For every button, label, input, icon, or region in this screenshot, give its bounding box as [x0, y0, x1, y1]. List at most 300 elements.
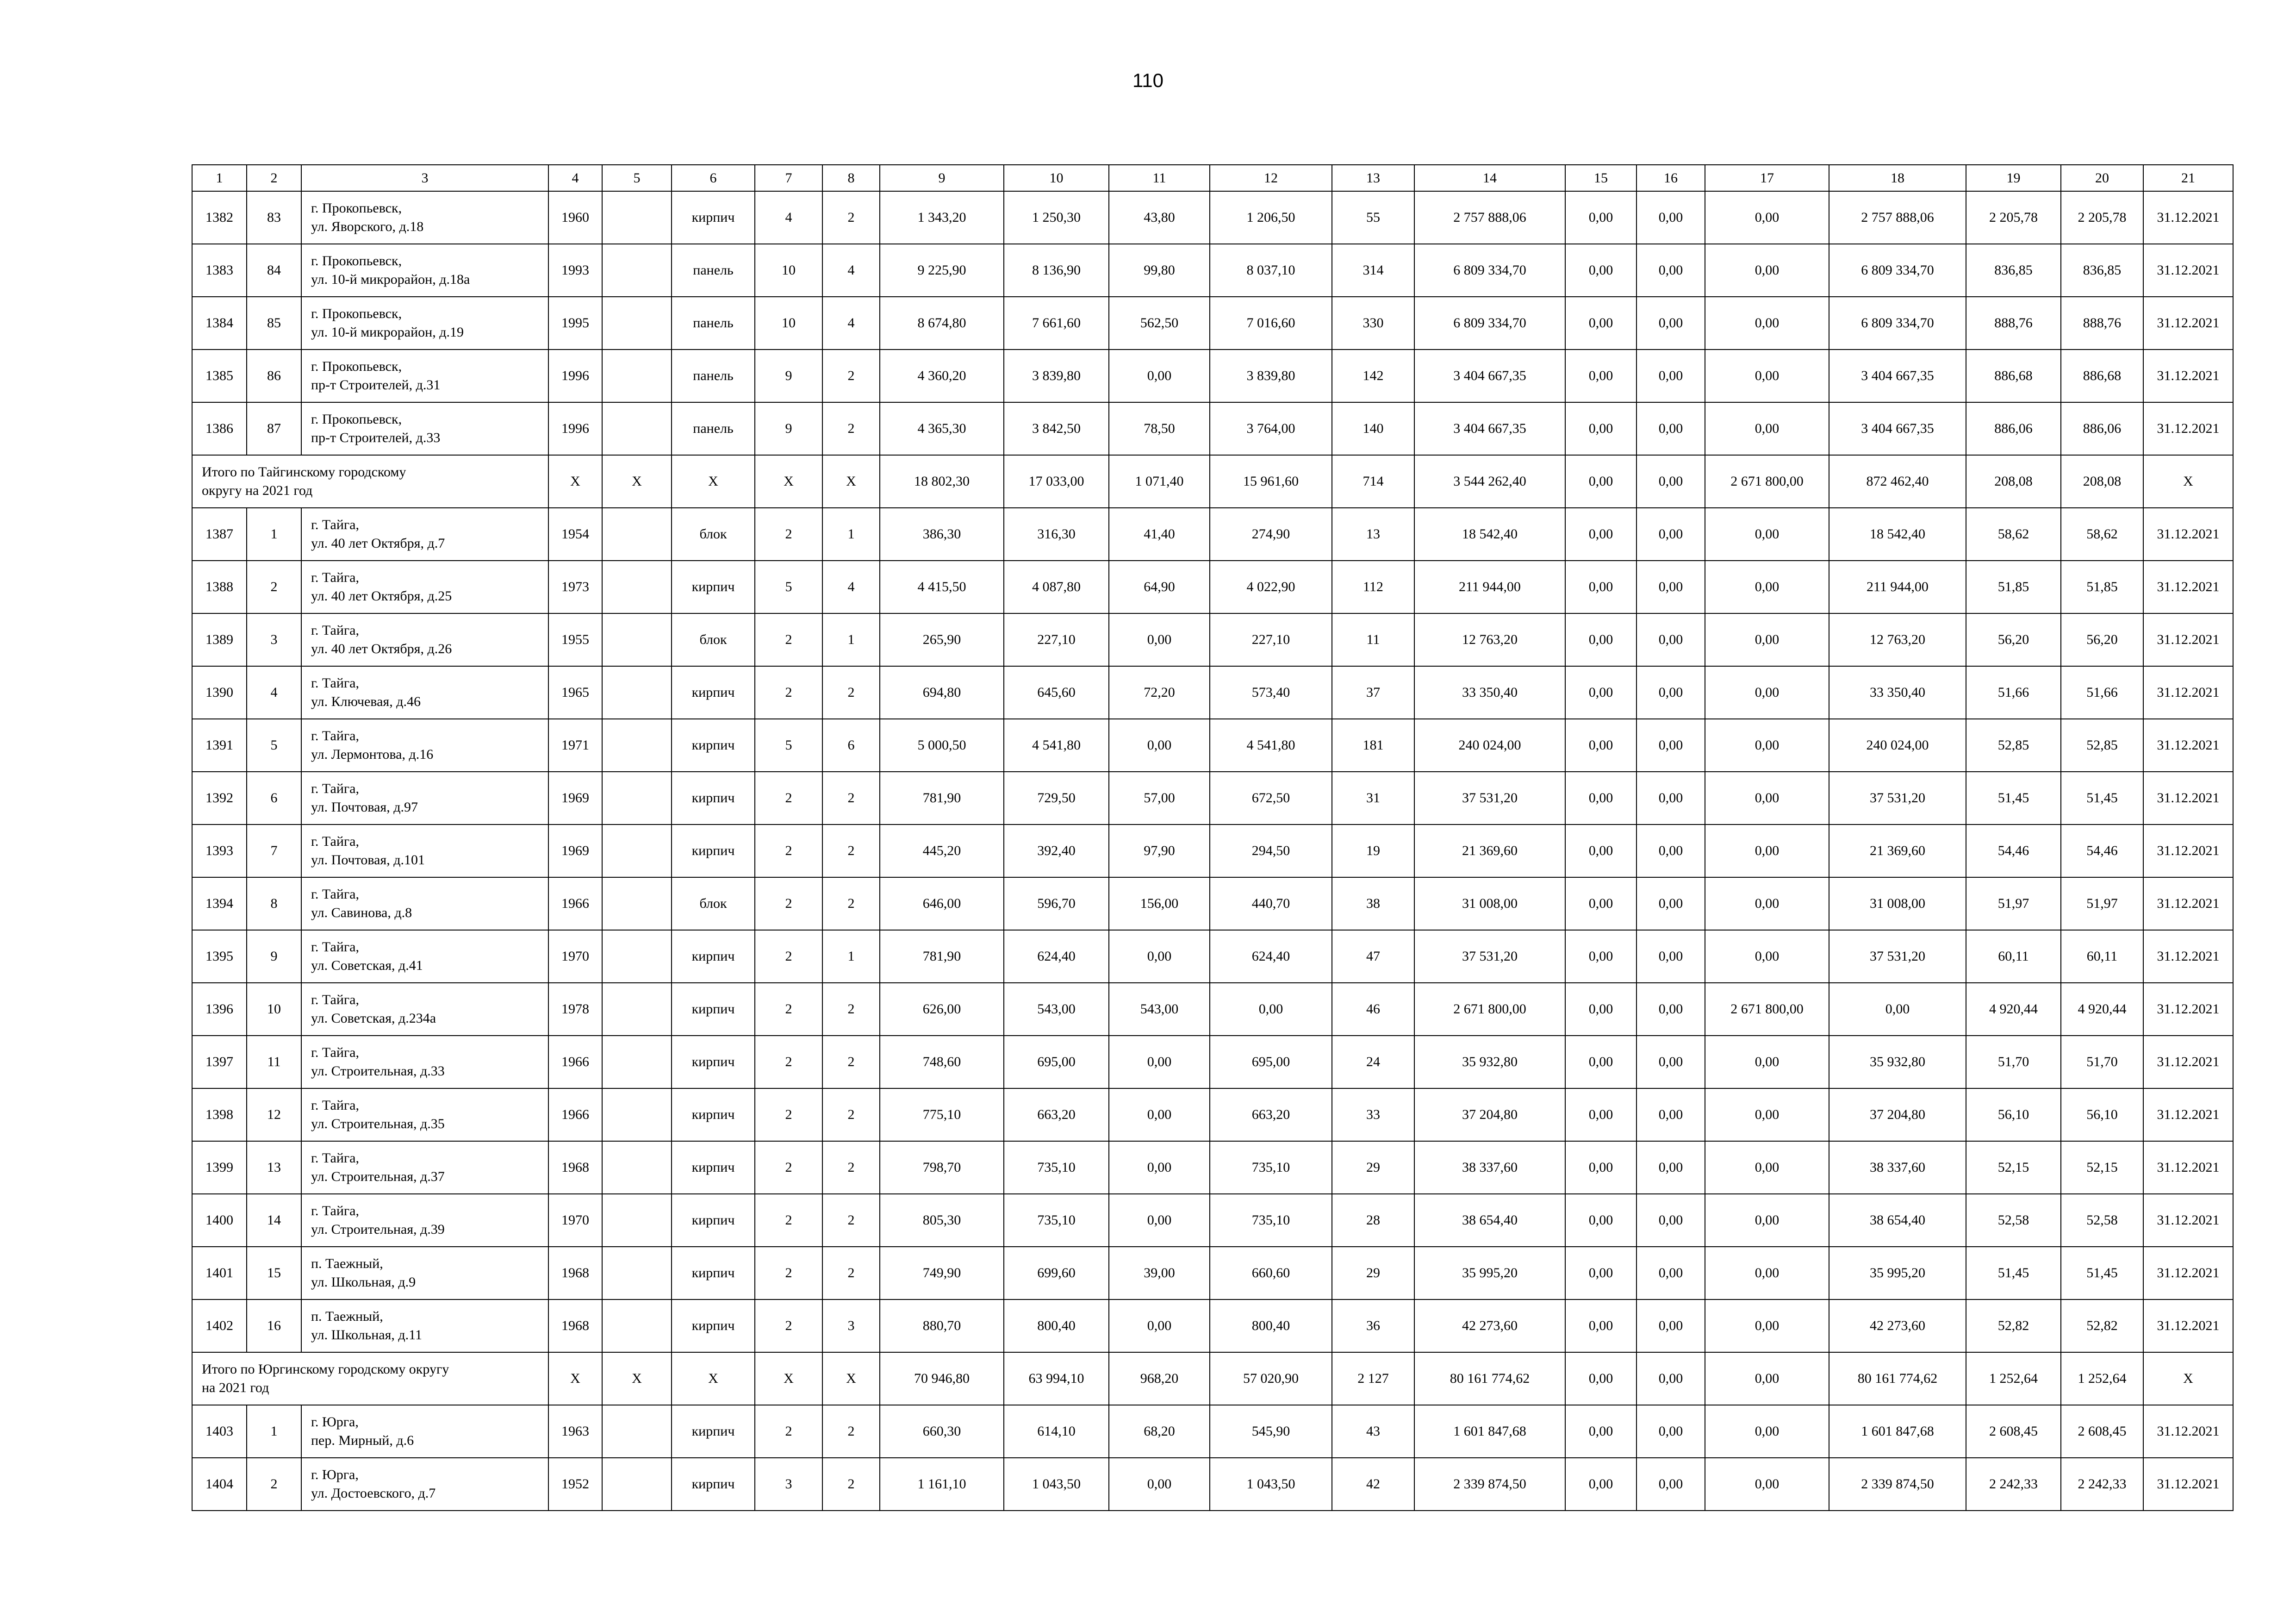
total-cost: 37 204,80: [1414, 1088, 1565, 1141]
address-locality: г. Тайга,: [311, 992, 359, 1007]
funds-local: 0,00: [1705, 613, 1829, 666]
completion-date: X: [2143, 455, 2233, 508]
wall-material: кирпич: [672, 719, 755, 772]
area-residential: 4 541,80: [1210, 719, 1332, 772]
funds-regional: 0,00: [1636, 1458, 1705, 1511]
year-built: 1963: [548, 1405, 602, 1458]
funds-regional: 0,00: [1636, 244, 1705, 297]
completion-date: 31.12.2021: [2143, 824, 2233, 877]
funds-fund: 0,00: [1565, 1352, 1636, 1405]
unit-cost: 54,46: [1966, 824, 2061, 877]
year-commissioned: [602, 561, 672, 613]
unit-cost: 836,85: [1966, 244, 2061, 297]
max-unit-cost: 836,85: [2061, 244, 2143, 297]
total-cost: 2 671 800,00: [1414, 983, 1565, 1036]
unit-cost: 2 608,45: [1966, 1405, 2061, 1458]
row-number: 1393: [192, 824, 247, 877]
entrances: 2: [822, 772, 880, 824]
year-built: 1971: [548, 719, 602, 772]
completion-date: 31.12.2021: [2143, 1405, 2233, 1458]
address-cell: [301, 719, 548, 772]
funds-regional: 0,00: [1636, 455, 1705, 508]
table-row: [192, 561, 2233, 613]
address-cell: [301, 297, 548, 350]
total-area: 748,60: [880, 1036, 1004, 1088]
column-header-12: 12: [1210, 165, 1332, 191]
max-unit-cost: 2 242,33: [2061, 1458, 2143, 1511]
year-commissioned: [602, 719, 672, 772]
row-sub-number: 2: [247, 561, 301, 613]
floors: 2: [755, 930, 822, 983]
row-number: 1386: [192, 402, 247, 455]
floors: 5: [755, 561, 822, 613]
year-built: 1969: [548, 824, 602, 877]
row-sub-number: 2: [247, 1458, 301, 1511]
entrances: 2: [822, 983, 880, 1036]
total-area: 18 802,30: [880, 455, 1004, 508]
entrances: 2: [822, 1088, 880, 1141]
table-row: [192, 1194, 2233, 1247]
residents: 46: [1332, 983, 1414, 1036]
year-commissioned: [602, 1036, 672, 1088]
funds-fund: 0,00: [1565, 1036, 1636, 1088]
row-sub-number: 4: [247, 666, 301, 719]
floors: 2: [755, 1405, 822, 1458]
row-sub-number: 1: [247, 1405, 301, 1458]
completion-date: 31.12.2021: [2143, 1141, 2233, 1194]
funds-fund: 0,00: [1565, 1458, 1636, 1511]
entrances: 1: [822, 930, 880, 983]
entrances: 4: [822, 297, 880, 350]
total-cost: 35 995,20: [1414, 1247, 1565, 1299]
area-premises: 699,60: [1004, 1247, 1109, 1299]
floors: X: [755, 1352, 822, 1405]
max-unit-cost: 56,10: [2061, 1088, 2143, 1141]
entrances: 2: [822, 350, 880, 402]
address-street: ул. Советская, д.41: [311, 958, 423, 973]
address-cell: [301, 1194, 548, 1247]
row-number: 1395: [192, 930, 247, 983]
total-area: 9 225,90: [880, 244, 1004, 297]
address-cell: [301, 877, 548, 930]
table-row: [192, 1299, 2233, 1352]
address-cell: [301, 508, 548, 561]
year-built: 1996: [548, 402, 602, 455]
total-area: 626,00: [880, 983, 1004, 1036]
unit-cost: 886,68: [1966, 350, 2061, 402]
wall-material: блок: [672, 613, 755, 666]
completion-date: 31.12.2021: [2143, 772, 2233, 824]
column-header-1: 1: [192, 165, 247, 191]
entrances: 2: [822, 1194, 880, 1247]
entrances: 2: [822, 1458, 880, 1511]
row-sub-number: 7: [247, 824, 301, 877]
address-locality: г. Тайга,: [311, 939, 359, 955]
row-sub-number: 1: [247, 508, 301, 561]
row-number: 1404: [192, 1458, 247, 1511]
address-street: пер. Мирный, д.6: [311, 1433, 414, 1448]
address-cell: [301, 1088, 548, 1141]
completion-date: 31.12.2021: [2143, 1036, 2233, 1088]
funds-fund: 0,00: [1565, 824, 1636, 877]
address-street: ул. 10-й микрорайон, д.18а: [311, 272, 470, 287]
funds-fund: 0,00: [1565, 561, 1636, 613]
address-street: ул. 10-й микрорайон, д.19: [311, 325, 464, 340]
funds-regional: 0,00: [1636, 772, 1705, 824]
column-header-17: 17: [1705, 165, 1829, 191]
funds-local: 0,00: [1705, 1299, 1829, 1352]
address-street: ул. Строительная, д.35: [311, 1116, 445, 1131]
total-cost: 31 008,00: [1414, 877, 1565, 930]
row-sub-number: 8: [247, 877, 301, 930]
funds-local: 0,00: [1705, 1458, 1829, 1511]
total-cost: 21 369,60: [1414, 824, 1565, 877]
funds-local: 0,00: [1705, 191, 1829, 244]
unit-cost: 208,08: [1966, 455, 2061, 508]
funds-owners: 80 161 774,62: [1829, 1352, 1966, 1405]
total-area: 798,70: [880, 1141, 1004, 1194]
funds-fund: 0,00: [1565, 666, 1636, 719]
max-unit-cost: 52,85: [2061, 719, 2143, 772]
residents: 714: [1332, 455, 1414, 508]
wall-material: блок: [672, 508, 755, 561]
subtotal-label-line-2: округу на 2021 год: [202, 483, 313, 498]
area-residential: 545,90: [1210, 1405, 1332, 1458]
area-premises: 1 250,30: [1004, 191, 1109, 244]
area-residential: 294,50: [1210, 824, 1332, 877]
completion-date: 31.12.2021: [2143, 1299, 2233, 1352]
unit-cost: 888,76: [1966, 297, 2061, 350]
max-unit-cost: 51,45: [2061, 1247, 2143, 1299]
entrances: 2: [822, 1141, 880, 1194]
funds-regional: 0,00: [1636, 1247, 1705, 1299]
area-non-residential: 72,20: [1109, 666, 1210, 719]
area-non-residential: 543,00: [1109, 983, 1210, 1036]
completion-date: 31.12.2021: [2143, 666, 2233, 719]
funds-regional: 0,00: [1636, 350, 1705, 402]
area-non-residential: 68,20: [1109, 1405, 1210, 1458]
funds-owners: 21 369,60: [1829, 824, 1966, 877]
wall-material: кирпич: [672, 666, 755, 719]
row-sub-number: 87: [247, 402, 301, 455]
residents: 314: [1332, 244, 1414, 297]
funds-local: 0,00: [1705, 244, 1829, 297]
max-unit-cost: 2 608,45: [2061, 1405, 2143, 1458]
funds-regional: 0,00: [1636, 613, 1705, 666]
total-area: 880,70: [880, 1299, 1004, 1352]
column-header-8: 8: [822, 165, 880, 191]
area-residential: 624,40: [1210, 930, 1332, 983]
floors: 3: [755, 1458, 822, 1511]
max-unit-cost: 51,70: [2061, 1036, 2143, 1088]
residents: 33: [1332, 1088, 1414, 1141]
address-locality: г. Тайга,: [311, 675, 359, 691]
address-street: ул. Школьная, д.11: [311, 1327, 423, 1343]
year-built: 1993: [548, 244, 602, 297]
row-number: 1400: [192, 1194, 247, 1247]
total-cost: 37 531,20: [1414, 930, 1565, 983]
row-number: 1392: [192, 772, 247, 824]
address-street: ул. Яворского, д.18: [311, 219, 424, 234]
total-area: 805,30: [880, 1194, 1004, 1247]
year-built: 1954: [548, 508, 602, 561]
total-cost: 42 273,60: [1414, 1299, 1565, 1352]
unit-cost: 56,10: [1966, 1088, 2061, 1141]
completion-date: 31.12.2021: [2143, 1458, 2233, 1511]
area-premises: 4 087,80: [1004, 561, 1109, 613]
column-header-9: 9: [880, 165, 1004, 191]
address-street: ул. 40 лет Октября, д.7: [311, 536, 445, 551]
address-cell: [301, 191, 548, 244]
area-non-residential: 968,20: [1109, 1352, 1210, 1405]
unit-cost: 52,82: [1966, 1299, 2061, 1352]
area-non-residential: 0,00: [1109, 1088, 1210, 1141]
area-premises: 8 136,90: [1004, 244, 1109, 297]
column-header-3: 3: [301, 165, 548, 191]
total-cost: 211 944,00: [1414, 561, 1565, 613]
table-row: [192, 1405, 2233, 1458]
table-row: [192, 297, 2233, 350]
residents: 29: [1332, 1141, 1414, 1194]
residents: 112: [1332, 561, 1414, 613]
funds-fund: 0,00: [1565, 772, 1636, 824]
address-locality: г. Тайга,: [311, 570, 359, 585]
area-premises: 3 842,50: [1004, 402, 1109, 455]
funds-owners: 35 995,20: [1829, 1247, 1966, 1299]
completion-date: 31.12.2021: [2143, 930, 2233, 983]
max-unit-cost: 52,82: [2061, 1299, 2143, 1352]
total-cost: 38 654,40: [1414, 1194, 1565, 1247]
total-area: 445,20: [880, 824, 1004, 877]
total-cost: 3 544 262,40: [1414, 455, 1565, 508]
funds-regional: 0,00: [1636, 191, 1705, 244]
funds-owners: 31 008,00: [1829, 877, 1966, 930]
floors: 2: [755, 1088, 822, 1141]
address-locality: г. Прокопьевск,: [311, 306, 402, 321]
max-unit-cost: 51,66: [2061, 666, 2143, 719]
address-cell: [301, 824, 548, 877]
max-unit-cost: 51,85: [2061, 561, 2143, 613]
area-non-residential: 0,00: [1109, 1458, 1210, 1511]
unit-cost: 2 242,33: [1966, 1458, 2061, 1511]
residents: 24: [1332, 1036, 1414, 1088]
row-number: 1397: [192, 1036, 247, 1088]
wall-material: панель: [672, 350, 755, 402]
floors: 4: [755, 191, 822, 244]
funds-owners: 38 654,40: [1829, 1194, 1966, 1247]
year-commissioned: [602, 1247, 672, 1299]
wall-material: кирпич: [672, 772, 755, 824]
row-sub-number: 6: [247, 772, 301, 824]
completion-date: 31.12.2021: [2143, 297, 2233, 350]
area-premises: 624,40: [1004, 930, 1109, 983]
total-area: 4 360,20: [880, 350, 1004, 402]
entrances: 6: [822, 719, 880, 772]
year-commissioned: [602, 1141, 672, 1194]
table-row: [192, 402, 2233, 455]
completion-date: 31.12.2021: [2143, 1088, 2233, 1141]
subtotal-label-line-1: Итого по Тайгинскому городскому: [202, 464, 406, 480]
completion-date: 31.12.2021: [2143, 1194, 2233, 1247]
unit-cost: 58,62: [1966, 508, 2061, 561]
table-row: [192, 613, 2233, 666]
total-cost: 18 542,40: [1414, 508, 1565, 561]
funds-owners: 18 542,40: [1829, 508, 1966, 561]
funds-regional: 0,00: [1636, 719, 1705, 772]
entrances: 2: [822, 877, 880, 930]
row-sub-number: 15: [247, 1247, 301, 1299]
address-street: ул. 40 лет Октября, д.25: [311, 588, 452, 604]
funds-local: 0,00: [1705, 1088, 1829, 1141]
funds-owners: 872 462,40: [1829, 455, 1966, 508]
floors: 10: [755, 297, 822, 350]
area-residential: 3 839,80: [1210, 350, 1332, 402]
column-header-13: 13: [1332, 165, 1414, 191]
row-sub-number: 5: [247, 719, 301, 772]
floors: 2: [755, 1194, 822, 1247]
address-street: ул. Достоевского, д.7: [311, 1486, 436, 1501]
column-header-7: 7: [755, 165, 822, 191]
funds-owners: 37 204,80: [1829, 1088, 1966, 1141]
row-number: 1396: [192, 983, 247, 1036]
row-number: 1403: [192, 1405, 247, 1458]
max-unit-cost: 888,76: [2061, 297, 2143, 350]
year-commissioned: [602, 1088, 672, 1141]
address-cell: [301, 930, 548, 983]
column-header-14: 14: [1414, 165, 1565, 191]
address-locality: г. Юрга,: [311, 1467, 359, 1482]
entrances: 2: [822, 1247, 880, 1299]
address-locality: г. Прокопьевск,: [311, 412, 402, 427]
area-non-residential: 156,00: [1109, 877, 1210, 930]
wall-material: кирпич: [672, 1247, 755, 1299]
row-sub-number: 12: [247, 1088, 301, 1141]
funds-regional: 0,00: [1636, 666, 1705, 719]
total-cost: 80 161 774,62: [1414, 1352, 1565, 1405]
funds-local: 0,00: [1705, 1405, 1829, 1458]
entrances: 3: [822, 1299, 880, 1352]
area-residential: 735,10: [1210, 1194, 1332, 1247]
row-sub-number: 13: [247, 1141, 301, 1194]
residents: 43: [1332, 1405, 1414, 1458]
area-residential: 695,00: [1210, 1036, 1332, 1088]
funds-local: 0,00: [1705, 719, 1829, 772]
total-cost: 12 763,20: [1414, 613, 1565, 666]
area-residential: 1 206,50: [1210, 191, 1332, 244]
year-commissioned: [602, 613, 672, 666]
column-header-15: 15: [1565, 165, 1636, 191]
total-area: 694,80: [880, 666, 1004, 719]
residents: 13: [1332, 508, 1414, 561]
year-commissioned: [602, 191, 672, 244]
funds-owners: 37 531,20: [1829, 772, 1966, 824]
completion-date: 31.12.2021: [2143, 191, 2233, 244]
table-row: [192, 1141, 2233, 1194]
wall-material: кирпич: [672, 824, 755, 877]
row-sub-number: 86: [247, 350, 301, 402]
total-area: 4 365,30: [880, 402, 1004, 455]
entrances: 2: [822, 191, 880, 244]
funds-local: 0,00: [1705, 1141, 1829, 1194]
column-header-18: 18: [1829, 165, 1966, 191]
entrances: 4: [822, 244, 880, 297]
area-residential: 4 022,90: [1210, 561, 1332, 613]
unit-cost: 2 205,78: [1966, 191, 2061, 244]
area-residential: 735,10: [1210, 1141, 1332, 1194]
residents: 42: [1332, 1458, 1414, 1511]
total-cost: 240 024,00: [1414, 719, 1565, 772]
funds-fund: 0,00: [1565, 191, 1636, 244]
area-non-residential: 1 071,40: [1109, 455, 1210, 508]
address-street: ул. 40 лет Октября, д.26: [311, 641, 452, 656]
unit-cost: 52,15: [1966, 1141, 2061, 1194]
column-header-19: 19: [1966, 165, 2061, 191]
area-premises: 227,10: [1004, 613, 1109, 666]
funds-fund: 0,00: [1565, 1088, 1636, 1141]
floors: 2: [755, 824, 822, 877]
entrances: 2: [822, 1036, 880, 1088]
subtotal-label-line-1: Итого по Юргинскому городскому округу: [202, 1362, 449, 1377]
address-cell: [301, 402, 548, 455]
wall-material: кирпич: [672, 930, 755, 983]
unit-cost: 51,70: [1966, 1036, 2061, 1088]
total-cost: 37 531,20: [1414, 772, 1565, 824]
funds-local: 0,00: [1705, 1247, 1829, 1299]
address-cell: [301, 1036, 548, 1088]
row-number: 1391: [192, 719, 247, 772]
funds-local: 2 671 800,00: [1705, 455, 1829, 508]
unit-cost: 52,58: [1966, 1194, 2061, 1247]
funds-fund: 0,00: [1565, 1194, 1636, 1247]
year-built: 1965: [548, 666, 602, 719]
entrances: 2: [822, 402, 880, 455]
funds-regional: 0,00: [1636, 983, 1705, 1036]
table-row: [192, 719, 2233, 772]
funds-regional: 0,00: [1636, 297, 1705, 350]
funds-regional: 0,00: [1636, 1194, 1705, 1247]
address-locality: г. Тайга,: [311, 728, 359, 743]
funds-fund: 0,00: [1565, 983, 1636, 1036]
funds-owners: 35 932,80: [1829, 1036, 1966, 1088]
funds-fund: 0,00: [1565, 1247, 1636, 1299]
year-built: 1996: [548, 350, 602, 402]
column-header-10: 10: [1004, 165, 1109, 191]
funds-local: 0,00: [1705, 666, 1829, 719]
funds-local: 0,00: [1705, 772, 1829, 824]
unit-cost: 1 252,64: [1966, 1352, 2061, 1405]
wall-material: кирпич: [672, 1088, 755, 1141]
max-unit-cost: 51,45: [2061, 772, 2143, 824]
unit-cost: 56,20: [1966, 613, 2061, 666]
year-commissioned: [602, 508, 672, 561]
total-area: 1 343,20: [880, 191, 1004, 244]
funds-local: 0,00: [1705, 350, 1829, 402]
funds-fund: 0,00: [1565, 719, 1636, 772]
year-built: 1995: [548, 297, 602, 350]
funds-local: 0,00: [1705, 1036, 1829, 1088]
address-cell: [301, 244, 548, 297]
entrances: 4: [822, 561, 880, 613]
wall-material: X: [672, 1352, 755, 1405]
floors: 9: [755, 350, 822, 402]
address-locality: г. Прокопьевск,: [311, 200, 402, 216]
year-commissioned: X: [602, 455, 672, 508]
max-unit-cost: 51,97: [2061, 877, 2143, 930]
column-header-11: 11: [1109, 165, 1210, 191]
floors: 2: [755, 1299, 822, 1352]
row-sub-number: 84: [247, 244, 301, 297]
funds-regional: 0,00: [1636, 1352, 1705, 1405]
